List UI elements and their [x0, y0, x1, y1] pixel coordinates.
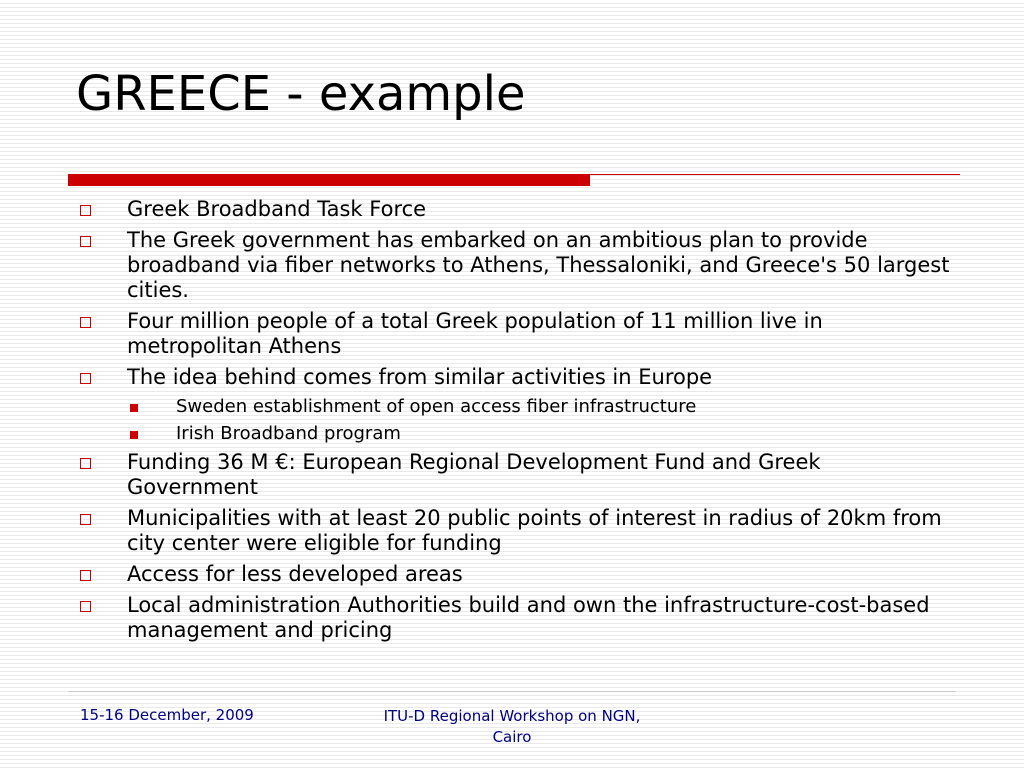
sub-bullet-text: Sweden establishment of open access fiber infrastructure — [176, 396, 697, 417]
title-divider-thick — [68, 175, 590, 186]
bullet-item — [76, 593, 956, 643]
bullet-text: Greek Broadband Task Force — [127, 197, 427, 221]
hollow-square-bullet-icon — [80, 373, 91, 384]
slide-title: GREECE - example — [76, 66, 526, 122]
bullet-text: Four million people of a total Greek population of 11 million live in metropolitan Athens — [127, 309, 823, 358]
footer-event-line: ITU-D Regional Workshop on NGN, — [383, 707, 641, 725]
hollow-square-bullet-icon — [80, 317, 91, 328]
bullet-item — [76, 309, 956, 359]
sub-bullet-item — [76, 396, 956, 418]
bullet-list — [76, 197, 956, 649]
hollow-square-bullet-icon — [80, 236, 91, 247]
footer-date: 15-16 December, 2009 — [80, 706, 254, 724]
hollow-square-bullet-icon — [80, 514, 91, 525]
footer-event — [350, 706, 674, 748]
hollow-square-bullet-icon — [80, 570, 91, 581]
footer-event-line: Cairo — [492, 728, 532, 746]
bullet-text: The idea behind comes from similar activities in Europe — [127, 365, 713, 389]
bullet-item — [76, 365, 956, 390]
filled-square-bullet-icon — [130, 431, 138, 439]
hollow-square-bullet-icon — [80, 205, 91, 216]
bullet-item — [76, 228, 956, 303]
bullet-item — [76, 450, 956, 500]
bullet-text: Municipalities with at least 20 public points of interest in radius of 20km from city center were eligible for funding — [127, 506, 942, 555]
bullet-item — [76, 562, 956, 587]
bullet-item — [76, 506, 956, 556]
bullet-text: The Greek government has embarked on an ambitious plan to provide broadband via fiber networks to Athens, Thessaloniki, and Greece's 50 largest cities. — [127, 228, 950, 302]
filled-square-bullet-icon — [130, 404, 138, 412]
sub-bullet-text: Irish Broadband program — [176, 423, 401, 444]
bullet-text: Local administration Authorities build and own the infrastructure-cost-based management and pricing — [127, 593, 930, 642]
sub-bullet-item — [76, 423, 956, 445]
hollow-square-bullet-icon — [80, 458, 91, 469]
bullet-text: Access for less developed areas — [127, 562, 463, 586]
bullet-item — [76, 197, 956, 222]
hollow-square-bullet-icon — [80, 601, 91, 612]
footer-divider — [68, 691, 956, 692]
bullet-text: Funding 36 M €: European Regional Development Fund and Greek Government — [127, 450, 821, 499]
